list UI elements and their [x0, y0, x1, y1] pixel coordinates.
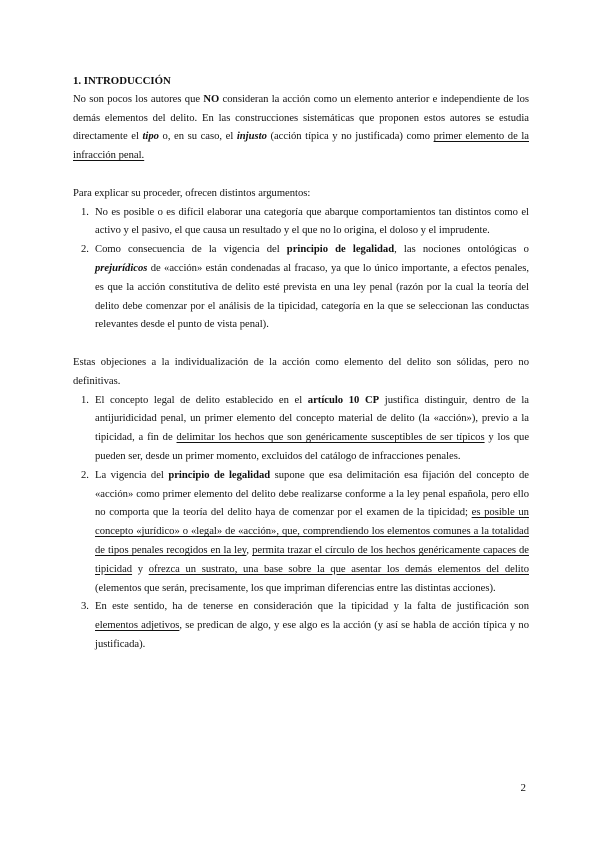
objections-paragraph: Estas objeciones a la individualización de la acción como elemento del delito son sólidas, pero no definitivas. [73, 356, 529, 387]
intro-paragraph: No son pocos los autores que NO consideran la acción como un elemento anterior e independiente de los demás elementos del delito. En las construcciones sistemáticas que proponen estos autores se estudia directamente el tipo o, en su caso, el injusto (acción típica y no justificada) como primer elemento de la infracción penal. [73, 93, 529, 162]
underlined-phrase: primer elemento de la infracción penal. [73, 131, 529, 162]
objections-list [73, 392, 529, 655]
page-content [73, 72, 529, 655]
list-item: 2. La vigencia del principio de legalidad supone que esa delimitación esa fijación del concepto de «acción» como primer elemento del delito debe realizarse conforme a la ley penal española, pero ello no comporta que la teoría del delito haya de comenzar por el examen de la tipicidad; es posible un concepto «jurídico» o «legal» de «acción», que, comprendiendo los elementos comunes a la totalidad de tipos penales recogidos en la ley, permita trazar el círculo de los hechos genéricamente capaces de tipicidad y ofrezca un sustrato, una base sobre la que asentar los demás elementos del delito (elementos que serán, precisamente, los que impriman diferencias entre las distintas acciones). [81, 469, 530, 594]
list-item: 1. El concepto legal de delito establecido en el artículo 10 CP justifica distinguir, dentro de la antijuridicidad penal, un primer elemento del concepto material de delito (la «acción»), previo a la tipicidad, a fin de delimitar los hechos que son genéricamente susceptibles de ser típicos y los que pueden ser, desde un primer momento, excluidos del catálogo de infracciones penales. [81, 394, 530, 462]
list-item: 2. Como consecuencia de la vigencia del principio de legalidad, las nociones ontológicas o prejurídicos de «acción» están condenadas al fracaso, ya que lo único importante, a efectos penales, es que la acción constitutiva de delito esté prevista en una ley penal (razón por la cual la teoría del delito debe comenzar por el análisis de la tipicidad, categoría en la que se seleccionan las conductas relevantes desde el punto de vista penal). [81, 244, 529, 331]
arguments-list [73, 204, 529, 336]
underlined-phrase: permita trazar el círculo de los hechos genéricamente capaces de tipicidad [95, 544, 530, 575]
list-item: 1. No es posible o es difícil elaborar una categoría que abarque comportamientos tan distintos como el activo y el pasivo, el que causa un resultado y el que no lo origina, el doloso y el imprudente. [81, 206, 529, 237]
section-heading: 1. INTRODUCCIÓN [73, 75, 171, 87]
underlined-phrase: elementos adjetivos [95, 620, 180, 632]
arguments-lead: Para explicar su proceder, ofrecen distintos argumentos: [73, 187, 311, 199]
underlined-phrase: ofrezca un sustrato, una base sobre la que asentar los demás elementos del delito [148, 563, 529, 575]
list-item: 3. En este sentido, ha de tenerse en consideración que la tipicidad y la falta de justificación son elementos adjetivos, se predican de algo, y ese algo es la acción (y así se habla de acción típica y no justificada). [81, 601, 529, 650]
underlined-phrase: delimitar los hechos que son genéricamente susceptibles de ser típicos [176, 432, 485, 444]
page-number: 2 [520, 782, 526, 794]
underlined-phrase: es posible un concepto «jurídico» o «legal» de «acción», que, comprendiendo los elementos comunes a la totalidad de tipos penales recogidos en la ley [95, 507, 529, 556]
